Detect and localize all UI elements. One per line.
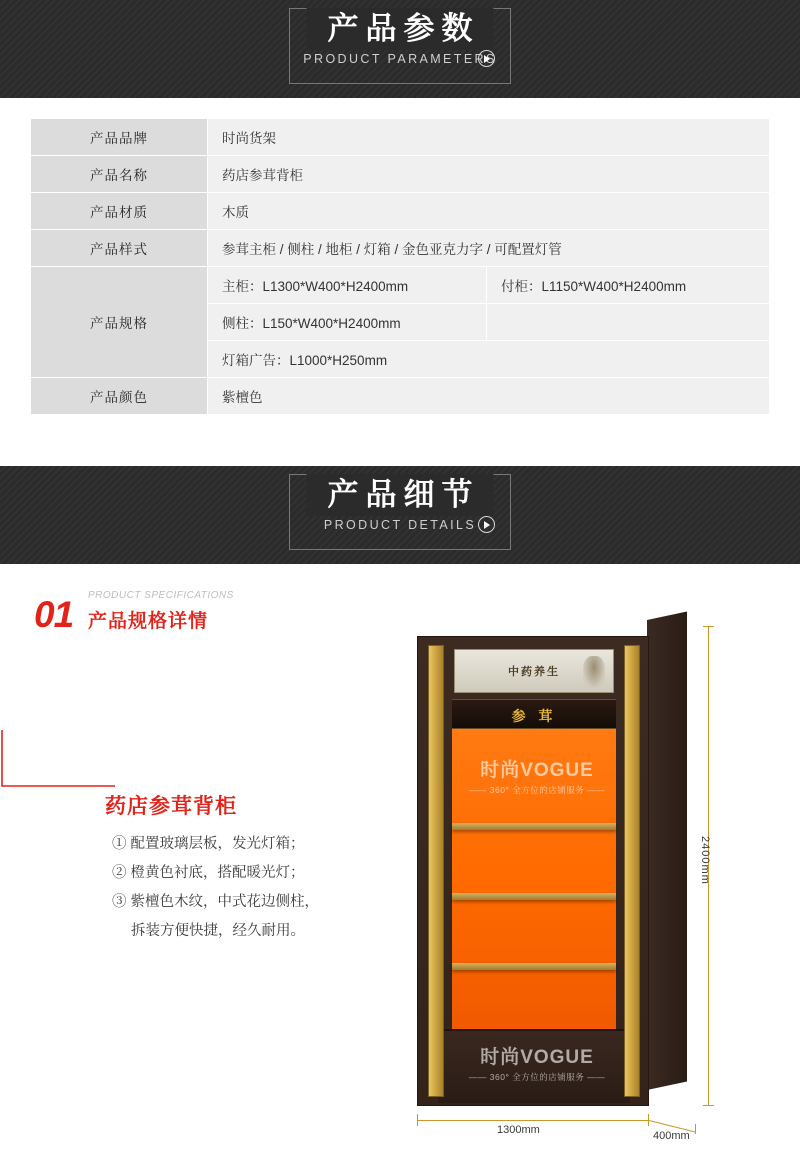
table-row bbox=[31, 193, 770, 230]
table-row bbox=[31, 156, 770, 193]
spec-key: 产品颜色 bbox=[31, 378, 208, 415]
table-row bbox=[31, 267, 770, 304]
banner-title-cn: 产品参数 bbox=[327, 11, 480, 46]
spec-value: 时尚货架 bbox=[208, 119, 770, 156]
banner-product-parameters bbox=[0, 0, 800, 98]
list-text: 配置玻璃层板，发光灯箱； bbox=[130, 836, 305, 852]
spec-key: 产品品牌 bbox=[31, 119, 208, 156]
spec-value-side-cabinet: 付柜：L1150*W400*H2400mm bbox=[487, 267, 770, 304]
spec-value: 木质 bbox=[208, 193, 770, 230]
dimension-tick bbox=[703, 1105, 714, 1106]
section-number-cn: 产品规格详情 bbox=[88, 611, 209, 632]
cabinet-orange-backdrop bbox=[452, 729, 616, 1029]
spec-key: 产品规格 bbox=[31, 267, 208, 378]
cabinet-body bbox=[417, 636, 649, 1106]
watermark-sub-text: —— 360° 全方位的店铺服务 —— bbox=[468, 1072, 606, 1082]
banner-product-details bbox=[0, 466, 800, 564]
list-text-continued: 拆装方便快捷，经久耐用。 bbox=[131, 923, 305, 939]
arrow-right-icon bbox=[478, 50, 495, 67]
spec-key: 产品材质 bbox=[31, 193, 208, 230]
spec-value-pillar: 侧柱：L150*W400*H2400mm bbox=[208, 304, 487, 341]
cabinet-shelf bbox=[452, 893, 616, 900]
spec-value-empty bbox=[487, 304, 770, 341]
list-text: 橙黄色衬底，搭配暖光灯； bbox=[130, 865, 305, 881]
banner-title-wrap bbox=[307, 474, 494, 516]
spec-key: 产品样式 bbox=[31, 230, 208, 267]
list-item bbox=[112, 830, 442, 859]
spec-value: 药店参茸背柜 bbox=[208, 156, 770, 193]
section-number-en: PRODUCT SPECIFICATIONS bbox=[88, 590, 234, 601]
cabinet-shelf bbox=[452, 963, 616, 970]
list-item bbox=[112, 888, 442, 946]
banner-title-en: PRODUCT DETAILS bbox=[323, 518, 477, 532]
cabinet-gold-banner bbox=[452, 699, 616, 729]
table-row bbox=[31, 119, 770, 156]
cabinet-pillar-left bbox=[428, 645, 444, 1097]
spec-value: 紫檀色 bbox=[208, 378, 770, 415]
banner-title-en: PRODUCT PARAMETERS bbox=[303, 52, 497, 66]
table-row bbox=[31, 378, 770, 415]
dimension-width-label: 1300mm bbox=[497, 1124, 540, 1136]
banner-title-cn: 产品细节 bbox=[327, 477, 480, 512]
spec-table-wrap bbox=[30, 118, 770, 415]
pointer-line-icon bbox=[0, 728, 120, 798]
feature-list bbox=[112, 830, 442, 946]
spec-value-lightbox: 灯箱广告：L1000*H250mm bbox=[208, 341, 770, 378]
product-details-section bbox=[0, 568, 800, 1170]
dimension-tick bbox=[703, 626, 714, 627]
table-row bbox=[31, 230, 770, 267]
dimension-tick bbox=[695, 1124, 696, 1134]
dimension-width-depth bbox=[417, 1112, 697, 1142]
watermark-sub-text: —— 360° 全方位的店铺服务 —— bbox=[468, 785, 606, 795]
section-number-block bbox=[34, 590, 284, 640]
spec-table bbox=[30, 118, 770, 415]
spec-value-main-cabinet: 主柜：L1300*W400*H2400mm bbox=[208, 267, 487, 304]
watermark-main-text: 时尚VOGUE bbox=[480, 760, 594, 781]
section-number: 01 bbox=[34, 594, 74, 635]
cabinet-base bbox=[438, 1029, 630, 1103]
dimension-depth-label: 400mm bbox=[653, 1130, 690, 1142]
arrow-right-icon bbox=[478, 516, 495, 533]
cabinet-pillar-right bbox=[624, 645, 640, 1097]
product-name-title: 药店参茸背柜 bbox=[105, 795, 237, 818]
cabinet-gold-banner-text: 参 茸 bbox=[511, 709, 557, 725]
cabinet-shelf bbox=[452, 823, 616, 830]
cabinet-side-panel bbox=[647, 611, 687, 1090]
spec-key: 产品名称 bbox=[31, 156, 208, 193]
list-marker: ③ bbox=[112, 894, 127, 910]
banner-title-wrap bbox=[307, 8, 494, 50]
dimension-height-label: 2400mm bbox=[699, 836, 711, 885]
dimension-line-horizontal bbox=[417, 1120, 649, 1121]
list-item bbox=[112, 859, 442, 888]
product-illustration bbox=[395, 616, 725, 1142]
lightbox-text: 中药养生 bbox=[508, 665, 560, 678]
dimension-height bbox=[695, 626, 725, 1106]
spec-value: 参茸主柜 / 侧柱 / 地柜 / 灯箱 / 金色亚克力字 / 可配置灯管 bbox=[208, 230, 770, 267]
list-marker: ② bbox=[112, 865, 127, 881]
cabinet-lightbox bbox=[454, 649, 614, 693]
list-marker: ① bbox=[112, 836, 127, 852]
dimension-tick bbox=[417, 1114, 418, 1126]
watermark-main-text: 时尚VOGUE bbox=[480, 1047, 594, 1068]
list-text: 紫檀色木纹，中式花边侧柱， bbox=[130, 894, 320, 910]
